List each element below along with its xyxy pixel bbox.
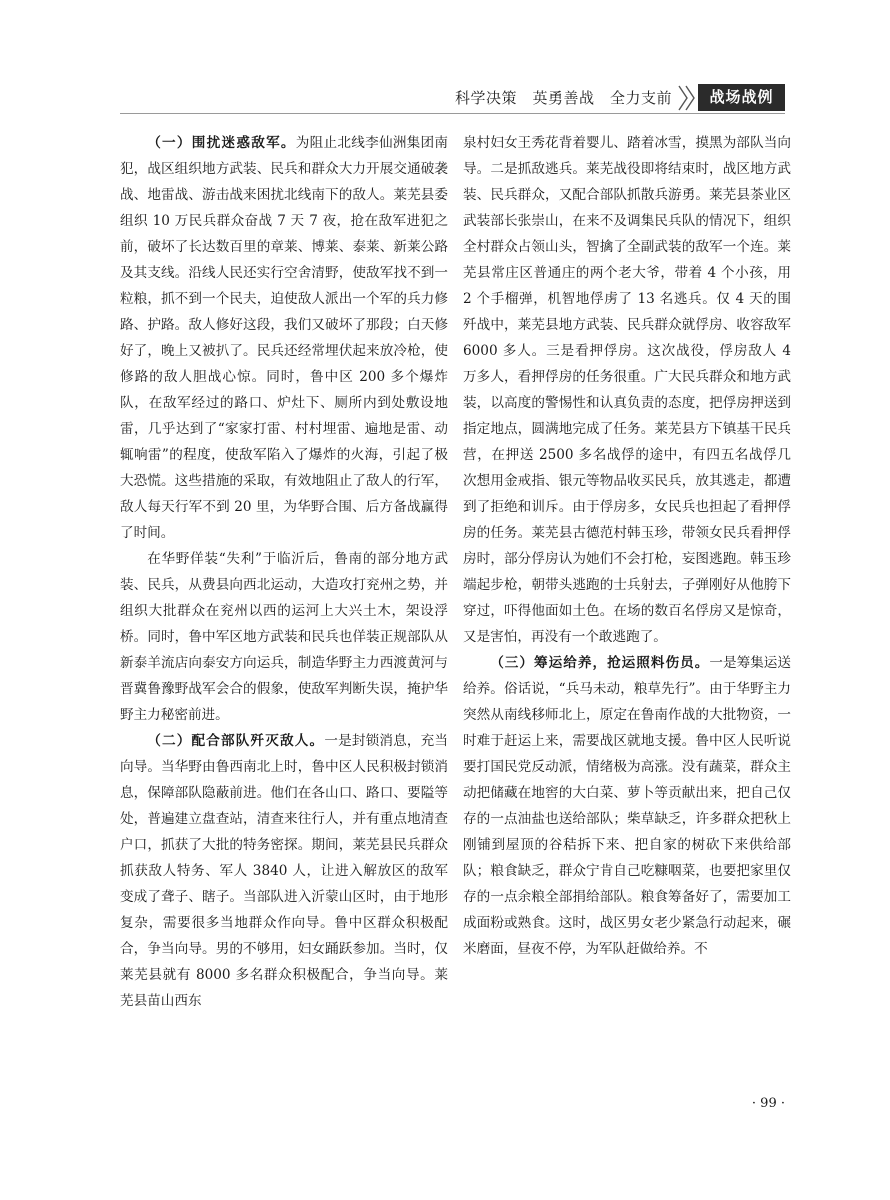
header-rule bbox=[120, 113, 785, 114]
chevron-double-icon bbox=[677, 84, 699, 112]
paragraph-heading: （一）围扰迷惑敌军。 bbox=[147, 135, 296, 151]
paragraph-text: 一是筹集运送给养。俗话说，“兵马未动，粮草先行”。由于华野主力突然从南线移师北上，原定在鲁南作战的大批物资，一时难于赶运上来，需要战区就地支援。鲁中区人民听说要打国民党反动派，情绪极为高涨。没有蔬菜，群众主动把储藏在地窖的大白菜、萝卜等贡献出来，把自己仅存的一点油盐也送给部队；柴草缺乏，许多群众把秋上刚铺到屋顶的谷秸拆下来、把自家的树砍下来供给部队；粮食缺乏，群众宁肯自己吃糠咽菜，也要把家里仅存的一点余粮全部捐给部队。粮食筹备好了，需要加工成面粉或熟食。这时，战区男女老少紧急行动起来，碾米磨面，昼夜不停，为军队赶做给养。不 bbox=[463, 655, 792, 957]
running-header bbox=[0, 84, 890, 114]
paragraph-text: 一是封锁消息，充当向导。当华野由鲁西南北上时，鲁中区人民积极封锁消息，保障部队隐蔽前进。他们在各山口、路口、要隘等处，普遍建立盘查站，清查来往行人，并有重点地清查户口，抓获了大批的特务密探。期间，莱芜县民兵群众抓获敌人特务、军人 3840 人，让进入解放区的敌军变成了聋子、瞎子。当部队进入沂蒙山区时，由于地形复杂，需要很多当地群众作向导。鲁中区群众积极配合，争当向导。男的不够用，妇女踊跃参加。当时，仅莱芜县就有 8000 多名群众积极配合，争当向导。莱芜县苗山西东 bbox=[120, 733, 449, 1009]
paragraph-heading: （三）筹运给养，抢运照料伤员。 bbox=[490, 655, 710, 671]
paragraph-heading: （二）配合部队歼灭敌人。 bbox=[147, 733, 325, 749]
page-number: · 99 · bbox=[751, 1096, 785, 1111]
paragraph-continued bbox=[463, 130, 791, 650]
running-title: 科学决策 英勇善战 全力支前 bbox=[454, 89, 672, 107]
left-column bbox=[120, 130, 448, 1014]
paragraph-2 bbox=[120, 546, 448, 728]
paragraph-text: 在华野佯装“失利”于临沂后，鲁南的部分地方武装、民兵，从费县向西北运动，大造攻打兖州之势，并组织大批群众在兖州以西的运河上大兴土木，架设浮桥。同时，鲁中军区地方武装和民兵也佯装正规部队从新泰羊流店向泰安方向运兵，制造华野主力西渡黄河与晋冀鲁豫野战军会合的假象，使敌军判断失误，掩护华野主力秘密前进。 bbox=[120, 551, 448, 723]
paragraph-1 bbox=[120, 130, 448, 546]
paragraph-text: 泉村妇女王秀花背着婴儿、踏着冰雪，摸黑为部队当向导。二是抓敌逃兵。莱芜战役即将结束时，战区地方武装、民兵群众，又配合部队抓散兵游勇。莱芜县茶业区武装部长张崇山，在来不及调集民兵队的情况下，组织全村群众占领山头，智擒了全副武装的敌军一个连。莱芜县常庄区普通庄的两个老大爷，带着 4 个小孩，用 2 个手榴弹，机智地俘虏了 13 名逃兵。仅 4 天的围歼战中，莱芜县地方武装、民兵群众就俘房、收容敌军 6000 多人。三是看押俘房。这次战役，俘房敌人 4 万多人，看押俘房的任务很重。广大民兵群众和地方武装，以高度的警惕性和认真负责的态度，把俘房押送到指定地点，圆满地完成了任务。莱芜县方下镇基干民兵营，在押送 2500 多名战俘的途中，有四五名战俘几次想用金戒指、银元等物品收买民兵，放其逃走，都遭到了拒绝和训斥。由于俘房多，女民兵也担起了看押俘房的任务。莱芜县古德范村韩玉珍，带领女民兵看押俘房时，部分俘房认为她们不会打枪，妄图逃跑。韩玉珍端起步枪，朝带头逃跑的士兵射去，子弹刚好从他胯下穿过，吓得他面如土色。在场的数百名俘房又是惊奇，又是害怕，再没有一个敢逃跑了。 bbox=[463, 135, 791, 645]
right-column bbox=[463, 130, 791, 962]
paragraph-4 bbox=[463, 650, 791, 962]
paragraph-text: 为阻止北线李仙洲集团南犯，战区组织地方武装、民兵和群众大力开展交通破袭战、地雷战、游击战来困扰北线南下的敌人。莱芜县委组织 10 万民兵群众奋战 7 天 7 夜，抢在敌军进犯之前，破坏了长达数百里的章莱、博莱、泰莱、新莱公路及其支线。沿线人民还实行空舍清野，使敌军找不到一粒粮，抓不到一个民夫，迫使敌人派出一个军的兵力修路、护路。敌人修好这段，我们又破坏了那段；白天修好了，晚上又被扒了。民兵还经常埋伏起来放冷枪，使修路的敌人胆战心惊。同时，鲁中区 200 多个爆炸队，在敌军经过的路口、炉灶下、厕所内到处敷设地雷，几乎达到了“家家打雷、村村埋雷、遍地是雷、动辄响雷”的程度，使敌军陷入了爆炸的火海，引起了极大恐慌。这些措施的采取，有效地阻止了敌人的行军，敌人每天行军不到 20 里，为华野合围、后方备战赢得了时间。 bbox=[120, 135, 448, 541]
paragraph-3 bbox=[120, 728, 448, 1014]
section-label: 战场战例 bbox=[698, 84, 785, 111]
